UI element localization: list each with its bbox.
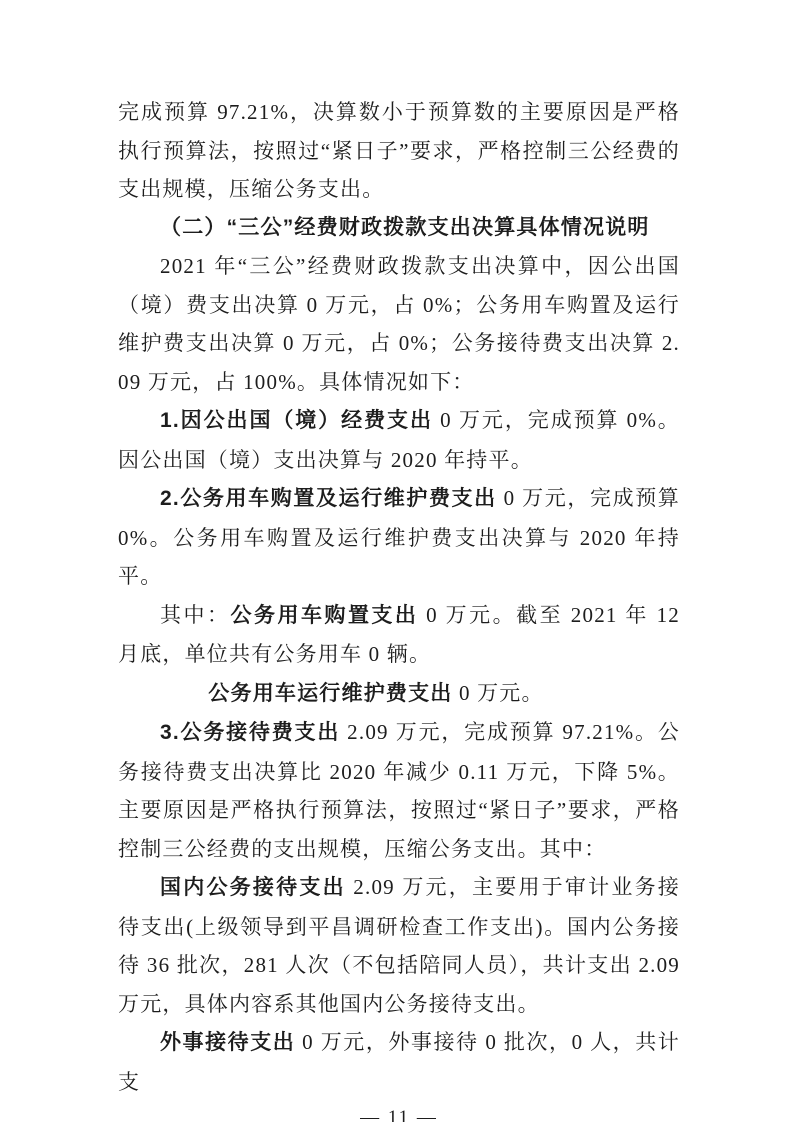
text-run: 其中：: [160, 602, 231, 627]
paragraph-domestic-reception: [118, 868, 680, 1023]
text-run-bold: 3.公务接待费支出: [160, 721, 341, 744]
text-run-bold: 公务用车运行维护费支出: [208, 681, 453, 705]
text-run: 0 万元，外事接待 0 批次，0 人，共计支: [118, 1030, 681, 1094]
paragraph-overview-2021: [118, 247, 680, 401]
text-run: 0 万元。: [452, 680, 544, 705]
text-run: （二）“三公”经费财政拨款支出决算具体情况说明: [160, 215, 650, 239]
paragraph-item2-vehicle: [118, 479, 680, 596]
paragraph-vehicle-purchase: [118, 596, 680, 674]
section-heading: [118, 209, 680, 248]
text-run-bold: 外事接待支出: [160, 1031, 296, 1054]
text-run: 2.09 万元，主要用于审计业务接待支出(上级领导到平昌调研检查工作支出)。国内公务接待 36 批次，281 人次（不包括陪同人员），共计支出 2.09 万元，具体内容系其他国内公务接待支出。: [118, 875, 680, 1016]
page-body: [118, 93, 680, 1101]
paragraph-foreign-reception: [118, 1023, 680, 1101]
text-run-bold: 国内公务接待支出: [160, 876, 346, 899]
text-run-bold: 1.因公出国（境）经费支出: [160, 409, 433, 432]
text-run: 完成预算 97.21%，决算数小于预算数的主要原因是严格执行预算法，按照过“紧日子”要求，严格控制三公经费的支出规模，压缩公务支出。: [118, 100, 680, 201]
text-run: 0 万元，完成预算 0%。因公出国（境）支出决算与 2020 年持平。: [118, 408, 680, 472]
text-run: 2.09 万元，完成预算 97.21%。公务接待费支出决算比 2020 年减少 0.11 万元，下降 5%。主要原因是严格执行预算法，按照过“紧日子”要求，严格控制三公经费的支出规模，压缩公务支出。其中：: [118, 720, 680, 861]
paragraph-item1-abroad: [118, 401, 680, 479]
paragraph-budget-completion: [118, 93, 680, 209]
paragraph-item3-reception: [118, 713, 680, 868]
paragraph-vehicle-maintenance: [118, 674, 680, 714]
text-run-bold: 公务用车购置支出: [230, 603, 419, 627]
text-run: 2021 年“三公”经费财政拨款支出决算中，因公出国（境）费支出决算 0 万元，占 0%；公务用车购置及运行维护费支出决算 0 万元，占 0%；公务接待费支出决算 2.09 万元，占 100%。具体情况如下：: [118, 254, 680, 394]
text-run-bold: 2.公务用车购置及运行维护费支出: [160, 487, 497, 510]
text-run: 0 万元，完成预算 0%。公务用车购置及运行维护费支出决算与 2020 年持平。: [118, 486, 680, 588]
text-run: 0 万元。截至 2021 年 12 月底，单位共有公务用车 0 辆。: [118, 602, 680, 666]
page-number: — 11 —: [360, 1107, 438, 1122]
